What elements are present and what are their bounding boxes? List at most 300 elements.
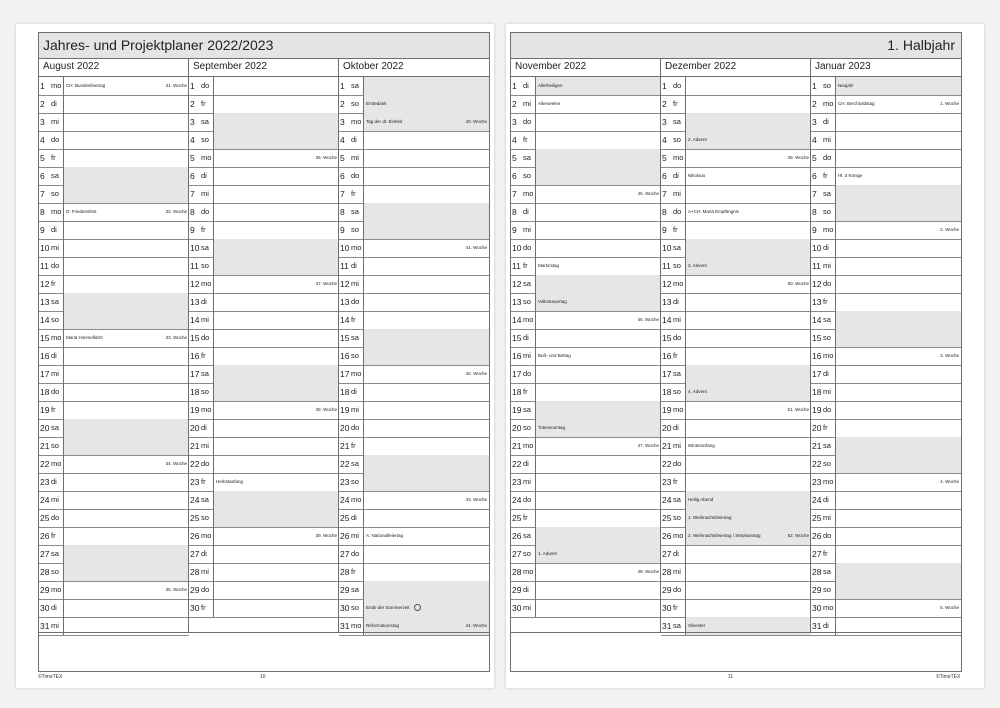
weekday-label: mo bbox=[351, 369, 362, 378]
entry-area bbox=[63, 365, 189, 383]
week-number: 46. Woche bbox=[637, 317, 659, 322]
weekday-label: di bbox=[523, 585, 529, 594]
day-row bbox=[189, 437, 339, 456]
weekday-label: fr bbox=[351, 567, 356, 576]
day-row bbox=[339, 563, 489, 582]
entry-area bbox=[685, 545, 811, 563]
day-row bbox=[661, 599, 811, 618]
day-row bbox=[339, 221, 489, 240]
holiday-label bbox=[688, 509, 731, 527]
weekend-shading bbox=[835, 203, 961, 221]
weekday-label: mo bbox=[201, 531, 212, 540]
weekday-label: so bbox=[523, 549, 531, 558]
day-row bbox=[511, 293, 661, 312]
day-row bbox=[661, 203, 811, 222]
weekend-shading bbox=[363, 455, 489, 473]
entry-area bbox=[363, 257, 489, 275]
weekday-label: sa bbox=[351, 207, 359, 216]
weekday-label: so bbox=[523, 171, 531, 180]
holiday-text: Hl. 3 Könige bbox=[838, 173, 863, 178]
day-number: 2 bbox=[190, 99, 195, 109]
weekday-label: mo bbox=[51, 207, 62, 216]
entry-area bbox=[63, 275, 189, 293]
day-row bbox=[189, 365, 339, 384]
day-number: 14 bbox=[662, 315, 672, 325]
day-row bbox=[661, 131, 811, 150]
weekday-label: di bbox=[523, 459, 529, 468]
day-row bbox=[511, 473, 661, 492]
day-row bbox=[39, 239, 189, 258]
day-number: 7 bbox=[40, 189, 45, 199]
day-number: 28 bbox=[512, 567, 522, 577]
day-number: 6 bbox=[512, 171, 517, 181]
day-number: 10 bbox=[40, 243, 50, 253]
month-header: August 2022 bbox=[39, 58, 189, 77]
day-number: 9 bbox=[662, 225, 667, 235]
entry-area bbox=[835, 509, 961, 527]
day-number: 26 bbox=[512, 531, 522, 541]
entry-area bbox=[213, 221, 339, 239]
day-number: 14 bbox=[190, 315, 200, 325]
day-number: 15 bbox=[40, 333, 50, 343]
weekend-shading bbox=[213, 491, 339, 509]
day-row bbox=[661, 527, 811, 546]
week-number: 35. Woche bbox=[165, 587, 187, 592]
day-row bbox=[661, 545, 811, 564]
day-row bbox=[339, 239, 489, 258]
entry-area bbox=[835, 257, 961, 275]
day-number: 10 bbox=[340, 243, 350, 253]
weekend-shading bbox=[835, 185, 961, 203]
day-row bbox=[811, 257, 961, 276]
entry-area bbox=[685, 473, 811, 491]
weekday-label: mi bbox=[823, 387, 831, 396]
day-row bbox=[39, 131, 189, 150]
day-number: 10 bbox=[190, 243, 200, 253]
holiday-text: Martinstag bbox=[538, 263, 560, 268]
weekday-label: sa bbox=[201, 369, 209, 378]
week-number: 40. Woche bbox=[465, 119, 487, 124]
day-row bbox=[189, 113, 339, 132]
day-number: 16 bbox=[190, 351, 200, 361]
weekend-shading bbox=[213, 257, 339, 275]
day-row bbox=[811, 275, 961, 294]
holiday-text: Mariä Himmelfahrt bbox=[66, 335, 103, 340]
day-number: 11 bbox=[662, 261, 671, 271]
entry-area bbox=[63, 149, 189, 167]
weekday-label: sa bbox=[51, 549, 59, 558]
weekday-label: fr bbox=[523, 261, 528, 270]
day-number: 24 bbox=[340, 495, 350, 505]
page-title: 1. Halbjahr bbox=[511, 33, 961, 59]
day-row bbox=[189, 563, 339, 582]
weekday-label: sa bbox=[201, 117, 209, 126]
holiday-label bbox=[66, 329, 103, 347]
day-row bbox=[39, 617, 189, 636]
day-row bbox=[39, 491, 189, 510]
weekend-shading bbox=[213, 365, 339, 383]
day-row bbox=[811, 221, 961, 240]
day-row bbox=[339, 473, 489, 492]
day-number: 26 bbox=[812, 531, 822, 541]
day-row bbox=[511, 77, 661, 96]
entry-area bbox=[535, 239, 661, 257]
day-number: 4 bbox=[40, 135, 45, 145]
day-number: 26 bbox=[340, 531, 350, 541]
weekday-label: fr bbox=[51, 531, 56, 540]
day-number: 13 bbox=[662, 297, 672, 307]
month-header: September 2022 bbox=[189, 58, 339, 77]
day-number: 7 bbox=[190, 189, 195, 199]
day-number: 2 bbox=[340, 99, 345, 109]
weekday-label: mo bbox=[201, 279, 212, 288]
holiday-label bbox=[538, 257, 559, 275]
weekend-shading bbox=[363, 203, 489, 221]
day-row bbox=[811, 77, 961, 96]
day-row bbox=[39, 581, 189, 600]
day-number: 22 bbox=[340, 459, 350, 469]
entry-area bbox=[213, 545, 339, 563]
day-row bbox=[339, 581, 489, 600]
weekday-label: fr bbox=[351, 315, 356, 324]
day-number: 3 bbox=[812, 117, 817, 127]
entry-area bbox=[63, 347, 189, 365]
entry-area bbox=[213, 329, 339, 347]
notes-divider bbox=[39, 632, 489, 633]
day-number: 31 bbox=[812, 621, 822, 631]
weekday-label: mi bbox=[523, 99, 531, 108]
month-days bbox=[661, 77, 811, 633]
entry-area bbox=[685, 599, 811, 617]
entry-area bbox=[535, 221, 661, 239]
day-number: 3 bbox=[40, 117, 45, 127]
weekday-label: di bbox=[673, 297, 679, 306]
holiday-text: Silvester bbox=[688, 623, 706, 628]
entry-area bbox=[835, 149, 961, 167]
day-row bbox=[39, 545, 189, 564]
weekend-shading bbox=[363, 329, 489, 347]
holiday-text: CH: Bundesfeiertag bbox=[66, 83, 106, 88]
entry-area bbox=[535, 131, 661, 149]
day-row bbox=[39, 167, 189, 186]
month-days bbox=[811, 77, 961, 633]
day-number: 18 bbox=[340, 387, 350, 397]
weekday-label: mi bbox=[823, 135, 831, 144]
weekday-label: sa bbox=[523, 531, 531, 540]
weekday-label: do bbox=[673, 207, 682, 216]
entry-area bbox=[835, 131, 961, 149]
weekend-shading bbox=[363, 221, 489, 239]
day-number: 6 bbox=[190, 171, 195, 181]
day-row bbox=[661, 365, 811, 384]
entry-area bbox=[835, 527, 961, 545]
day-number: 14 bbox=[812, 315, 822, 325]
weekday-label: fr bbox=[673, 477, 678, 486]
day-number: 7 bbox=[662, 189, 667, 199]
day-number: 31 bbox=[40, 621, 50, 631]
weekday-label: mo bbox=[523, 441, 534, 450]
day-row bbox=[39, 509, 189, 528]
day-number: 14 bbox=[40, 315, 50, 325]
day-number: 8 bbox=[340, 207, 345, 217]
entry-area bbox=[363, 293, 489, 311]
weekend-shading bbox=[63, 437, 189, 455]
day-row bbox=[661, 473, 811, 492]
day-number: 2 bbox=[40, 99, 45, 109]
day-row bbox=[811, 311, 961, 330]
entry-area bbox=[685, 185, 811, 203]
holiday-label bbox=[366, 95, 387, 113]
day-number: 20 bbox=[812, 423, 822, 433]
day-row bbox=[39, 203, 189, 222]
day-number: 5 bbox=[512, 153, 517, 163]
day-row bbox=[189, 311, 339, 330]
weekday-label: do bbox=[201, 585, 210, 594]
day-number: 11 bbox=[812, 261, 821, 271]
holiday-text: 2. Weihnachtsfeiertag / Stephanstag bbox=[688, 533, 761, 538]
day-row bbox=[511, 509, 661, 528]
day-number: 11 bbox=[190, 261, 199, 271]
day-number: 11 bbox=[340, 261, 349, 271]
week-number: 38. Woche bbox=[315, 407, 337, 412]
weekend-shading bbox=[535, 401, 661, 419]
day-number: 7 bbox=[340, 189, 345, 199]
weekend-shading bbox=[363, 347, 489, 365]
day-row bbox=[39, 383, 189, 402]
day-row bbox=[811, 617, 961, 636]
day-number: 13 bbox=[40, 297, 50, 307]
day-row bbox=[39, 419, 189, 438]
weekday-label: fr bbox=[673, 603, 678, 612]
day-number: 26 bbox=[190, 531, 200, 541]
month-column bbox=[39, 58, 189, 632]
day-number: 28 bbox=[190, 567, 200, 577]
day-row bbox=[811, 473, 961, 492]
day-row bbox=[661, 581, 811, 600]
weekday-label: fr bbox=[673, 99, 678, 108]
day-row bbox=[511, 113, 661, 132]
month-days bbox=[39, 77, 189, 633]
weekend-shading bbox=[835, 311, 961, 329]
weekday-label: mi bbox=[51, 621, 59, 630]
weekday-label: fr bbox=[523, 135, 528, 144]
week-number: 37. Woche bbox=[315, 281, 337, 286]
entry-area bbox=[685, 563, 811, 581]
weekday-label: do bbox=[51, 387, 60, 396]
entry-area bbox=[535, 329, 661, 347]
day-number: 29 bbox=[812, 585, 822, 595]
day-number: 19 bbox=[40, 405, 50, 415]
day-row bbox=[339, 131, 489, 150]
day-number: 24 bbox=[40, 495, 50, 505]
holiday-text: 1. Advent bbox=[538, 551, 557, 556]
weekday-label: fr bbox=[51, 153, 56, 162]
weekday-label: sa bbox=[201, 243, 209, 252]
day-row bbox=[39, 347, 189, 366]
day-number: 5 bbox=[40, 153, 45, 163]
weekday-label: di bbox=[51, 99, 57, 108]
holiday-text: 3. Advent bbox=[688, 263, 707, 268]
day-number: 25 bbox=[40, 513, 50, 523]
weekend-shading bbox=[835, 563, 961, 581]
entry-area bbox=[213, 581, 339, 599]
weekday-label: do bbox=[523, 369, 532, 378]
planner-frame bbox=[510, 32, 962, 672]
week-number: 32. Woche bbox=[165, 209, 187, 214]
weekday-label: mo bbox=[523, 315, 534, 324]
day-number: 15 bbox=[662, 333, 672, 343]
entry-area bbox=[363, 563, 489, 581]
weekday-label: do bbox=[201, 333, 210, 342]
weekday-label: di bbox=[351, 387, 357, 396]
weekday-label: di bbox=[823, 117, 829, 126]
month-column bbox=[189, 58, 339, 632]
day-row bbox=[511, 455, 661, 474]
entry-area bbox=[685, 329, 811, 347]
entry-area bbox=[213, 599, 339, 617]
day-row bbox=[189, 455, 339, 474]
week-number: 47. Woche bbox=[637, 443, 659, 448]
day-number: 2 bbox=[812, 99, 817, 109]
day-row bbox=[661, 311, 811, 330]
weekday-label: mo bbox=[523, 567, 534, 576]
weekday-label: fr bbox=[51, 279, 56, 288]
weekend-shading bbox=[63, 419, 189, 437]
weekend-shading bbox=[213, 131, 339, 149]
weekday-label: di bbox=[823, 369, 829, 378]
holiday-text: Ende der Sommerzeit bbox=[366, 605, 410, 610]
day-number: 23 bbox=[812, 477, 822, 487]
entry-area bbox=[63, 527, 189, 545]
week-number: 3. Woche bbox=[940, 353, 959, 358]
weekday-label: mo bbox=[351, 243, 362, 252]
day-row bbox=[661, 617, 811, 636]
day-number: 6 bbox=[340, 171, 345, 181]
weekday-label: mi bbox=[673, 441, 681, 450]
day-number: 12 bbox=[190, 279, 200, 289]
day-row bbox=[661, 383, 811, 402]
day-row bbox=[511, 311, 661, 330]
entry-area bbox=[535, 113, 661, 131]
day-row bbox=[339, 347, 489, 366]
day-number: 23 bbox=[40, 477, 50, 487]
day-row bbox=[39, 293, 189, 312]
entry-area bbox=[535, 491, 661, 509]
entry-area bbox=[835, 239, 961, 257]
entry-area bbox=[535, 383, 661, 401]
day-number: 20 bbox=[662, 423, 672, 433]
weekday-label: di bbox=[201, 297, 207, 306]
day-row bbox=[339, 437, 489, 456]
day-row bbox=[339, 95, 489, 114]
entry-area bbox=[535, 473, 661, 491]
entry-area bbox=[213, 203, 339, 221]
day-row bbox=[39, 527, 189, 546]
entry-area bbox=[363, 545, 489, 563]
weekday-label: di bbox=[201, 549, 207, 558]
day-number: 16 bbox=[40, 351, 50, 361]
day-row bbox=[811, 419, 961, 438]
day-number: 3 bbox=[512, 117, 517, 127]
day-row bbox=[811, 527, 961, 546]
entry-area bbox=[835, 275, 961, 293]
weekday-label: mi bbox=[351, 531, 359, 540]
day-row bbox=[189, 131, 339, 150]
entry-area bbox=[63, 383, 189, 401]
day-number: 6 bbox=[812, 171, 817, 181]
day-row bbox=[511, 95, 661, 114]
weekday-label: so bbox=[673, 387, 681, 396]
day-number: 1 bbox=[40, 81, 45, 91]
day-number: 16 bbox=[812, 351, 822, 361]
day-row bbox=[511, 275, 661, 294]
day-row bbox=[189, 239, 339, 258]
day-number: 31 bbox=[662, 621, 672, 631]
weekday-label: do bbox=[51, 513, 60, 522]
day-row bbox=[189, 599, 339, 618]
weekday-label: mi bbox=[51, 117, 59, 126]
weekday-label: sa bbox=[823, 567, 831, 576]
weekday-label: mi bbox=[201, 189, 209, 198]
week-number: 33. Woche bbox=[165, 335, 187, 340]
weekday-label: di bbox=[51, 603, 57, 612]
day-row bbox=[339, 311, 489, 330]
weekday-label: mo bbox=[351, 621, 362, 630]
weekday-label: mi bbox=[351, 153, 359, 162]
weekday-label: di bbox=[823, 495, 829, 504]
weekday-label: mo bbox=[523, 189, 534, 198]
day-row bbox=[811, 113, 961, 132]
week-number: 44. Woche bbox=[465, 623, 487, 628]
day-number: 8 bbox=[662, 207, 667, 217]
entry-area bbox=[363, 131, 489, 149]
week-number: 5. Woche bbox=[940, 605, 959, 610]
holiday-label bbox=[688, 437, 715, 455]
weekday-label: di bbox=[523, 81, 529, 90]
entry-area bbox=[213, 293, 339, 311]
day-row bbox=[811, 329, 961, 348]
day-row bbox=[339, 275, 489, 294]
weekday-label: mo bbox=[351, 495, 362, 504]
holiday-label bbox=[366, 527, 403, 545]
day-row bbox=[511, 419, 661, 438]
holiday-label bbox=[688, 167, 705, 185]
day-row bbox=[811, 131, 961, 150]
day-row bbox=[189, 329, 339, 348]
day-row bbox=[189, 383, 339, 402]
entry-area bbox=[685, 347, 811, 365]
holiday-text: Allerseelen bbox=[538, 101, 561, 106]
weekday-label: sa bbox=[51, 423, 59, 432]
weekday-label: fr bbox=[823, 171, 828, 180]
weekday-label: mi bbox=[51, 369, 59, 378]
day-number: 12 bbox=[40, 279, 50, 289]
day-number: 7 bbox=[512, 189, 517, 199]
day-row bbox=[189, 527, 339, 546]
day-number: 23 bbox=[190, 477, 200, 487]
day-row bbox=[811, 437, 961, 456]
weekend-shading bbox=[363, 473, 489, 491]
day-number: 30 bbox=[340, 603, 350, 613]
day-row bbox=[811, 545, 961, 564]
weekday-label: sa bbox=[351, 333, 359, 342]
day-row bbox=[661, 419, 811, 438]
weekday-label: do bbox=[673, 459, 682, 468]
entry-area bbox=[363, 437, 489, 455]
entry-area bbox=[363, 401, 489, 419]
day-number: 3 bbox=[662, 117, 667, 127]
weekday-label: mi bbox=[201, 441, 209, 450]
